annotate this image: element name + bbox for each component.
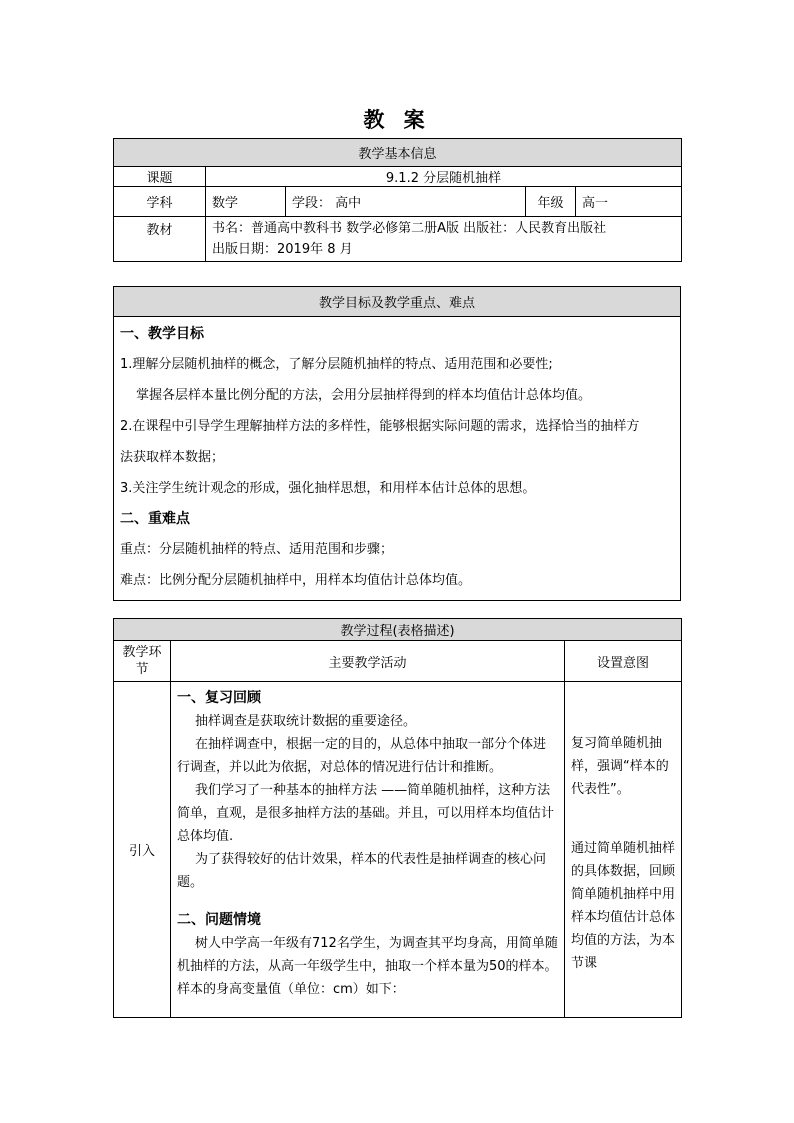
situation-title: 二、问题情境 [177,912,261,928]
col-stage-header: 教学环节 [114,641,171,682]
basic-info-table [113,138,682,262]
stage-intro: 引入 [114,682,171,1018]
activity-cell [171,682,565,1018]
intent-2: 通过简单随机抽样的具体数据，回顾简单随机抽样中用样本均值估计总体均值的方法，为本节课 [571,841,676,971]
subject-label: 学科 [114,187,206,217]
grade-label: 年级 [526,187,576,217]
intent-cell [565,682,682,1018]
material-value [206,217,682,262]
difficult-point: 难点：比例分配分层随机抽样中，用样本均值估计总体均值。 [120,573,472,588]
topic-label: 课题 [114,167,206,187]
key-point: 重点：分层随机抽样的特点、适用范围和步骤； [120,542,394,557]
objectives-header: 教学目标及教学重点、难点 [114,287,681,317]
paragraph-3: 我们学习了一种基本的抽样方法 ——简单随机抽样，这种方法简单，直观，是很多抽样方法的基础。并且，可以用样本均值估计总体均值. [177,783,555,844]
subject-value: 数学 [206,187,286,217]
goal-2a: 2.在课程中引导学生理解抽样方法的多样性，能够根据实际问题的需求，选择恰当的抽样方 [120,419,640,434]
objectives-table [113,286,681,601]
page-title: 教 案 [363,108,431,132]
goal-1: 1.理解分层随机抽样的概念，了解分层随机抽样的特点、适用范围和必要性; [120,357,553,372]
process-header: 教学过程(表格描述) [114,619,682,641]
paragraph-5: 树人中学高一年级有712名学生，为调查其平均身高，用简单随机抽样的方法，从高一年级学生中，抽取一个样本量为50的样本。样本的身高变量值（单位：cm）如下： [177,936,558,997]
goal-3: 3.关注学生统计观念的形成，强化抽样思想，和用样本估计总体的思想。 [120,481,536,496]
paragraph-1: 抽样调查是获取统计数据的重要途径。 [195,714,417,729]
material-line-1: 书名：普通高中教科书 数学必修第二册A版 出版社：人民教育出版社 [212,221,607,236]
intent-1: 复习简单随机抽样，强调“样本的代表性”。 [571,736,669,797]
stage-label: 学段： 高中 [286,187,526,217]
objectives-body [114,317,681,601]
paragraph-2: 在抽样调查中，根据一定的目的，从总体中抽取一部分个体进行调查，并以此为依据，对总体的情况进行估计和推断。 [177,737,547,775]
goal-2b: 法获取样本数据； [120,450,225,465]
goal-1b: 掌握各层样本量比例分配的方法，会用分层抽样得到的样本均值估计总体均值。 [136,388,592,403]
col-activity-header: 主要教学活动 [171,641,565,682]
grade-value: 高一 [576,187,682,217]
section-key-points-title: 二、重难点 [120,511,190,527]
material-line-2: 出版日期：2019年 8 月 [212,242,353,257]
basic-info-header: 教学基本信息 [114,139,682,167]
topic-value: 9.1.2 分层随机抽样 [206,167,682,187]
review-title: 一、复习回顾 [177,690,261,706]
process-table [113,618,682,1018]
material-label: 教材 [114,217,206,262]
section-goals-title: 一、教学目标 [120,326,204,342]
col-intent-header: 设置意图 [565,641,682,682]
paragraph-4: 为了获得较好的估计效果，样本的代表性是抽样调查的核心问题。 [177,852,547,890]
